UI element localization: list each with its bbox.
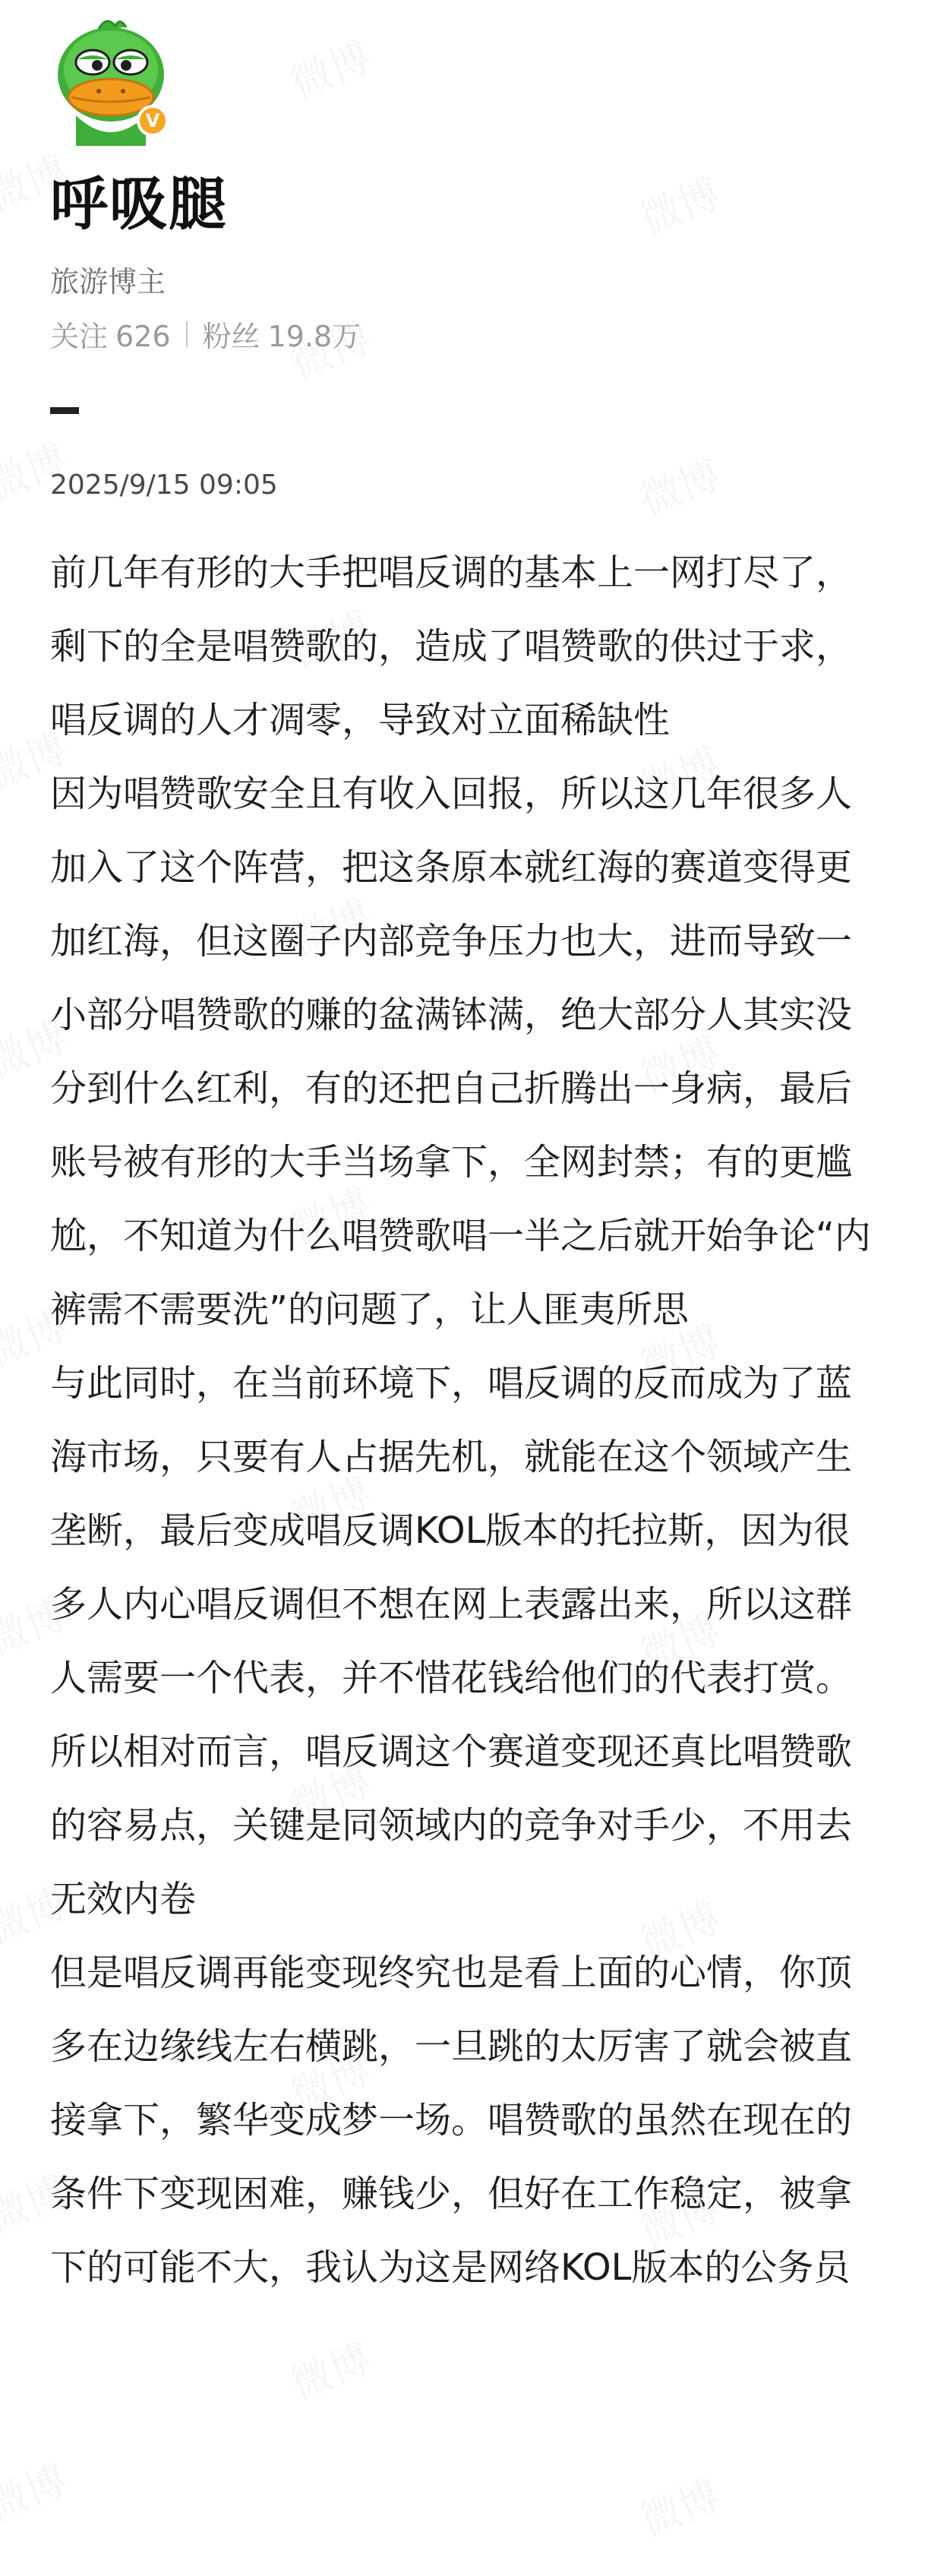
watermark <box>630 162 728 247</box>
stats-divider <box>186 321 188 347</box>
follow-label: 关注 <box>50 320 109 353</box>
watermark <box>281 2327 379 2412</box>
post-paragraph: 但是唱反调再能变现终究也是看上面的心情，你顶多在边缘线左右横跳，一旦跳的太厉害了就会被直接拿下，繁华变成梦一场。唱赞歌的虽然在现在的条件下变现困难，赚钱少，但好在工作稳定，被拿下的可能不大，我认为这是网络KOL版本的公务员 <box>50 1952 853 2289</box>
watermark <box>630 443 728 528</box>
watermark <box>281 25 379 110</box>
post-paragraph: 因为唱赞歌安全且有收入回报，所以这几年很多人加入了这个阵营，把这条原本就红海的赛道变得更加红海，但这圈子内部竞争压力也大，进而导致一小部分唱赞歌的赚的盆满钵满，绝大部分人其实没分到什么红利，有的还把自己折腾出一身病，最后账号被有形的大手当场拿下，全网封禁；有的更尴尬，不知道为什么唱赞歌唱一半之后就开始争论“内裤需不需要洗”的问题了，让人匪夷所思 <box>50 773 871 1331</box>
watermark <box>0 2448 74 2533</box>
follow-stat[interactable] <box>50 313 171 355</box>
user-stats <box>50 313 361 355</box>
post-content <box>50 536 882 2305</box>
user-name[interactable]: 呼吸腿 <box>50 170 228 238</box>
post-paragraph: 与此同时，在当前环境下，唱反调的反而成为了蓝海市场，只要有人占据先机，就能在这个领域产生垄断，最后变成唱反调KOL版本的托拉斯，因为很多人内心唱反调但不想在网上表露出来，所以这群人需要一个代表，并不惜花钱给他们的代表打赏。所以相对而言，唱反调这个赛道变现还真比唱赞歌的容易点，关键是同领域内的竞争对手少，不用去无效内卷 <box>50 1362 853 1920</box>
watermark <box>630 2464 728 2549</box>
post-paragraph: 前几年有形的大手把唱反调的基本上一网打尽了，剩下的全是唱赞歌的，造成了唱赞歌的供过于求，唱反调的人才凋零，导致对立面稀缺性 <box>50 552 853 741</box>
verified-badge-icon: V <box>137 105 169 137</box>
section-divider <box>50 407 79 414</box>
follow-count: 626 <box>115 320 171 353</box>
fans-count: 19.8万 <box>267 320 361 353</box>
fans-stat[interactable] <box>203 313 361 355</box>
fans-label: 粉丝 <box>202 320 260 353</box>
user-role: 旅游博主 <box>50 265 166 299</box>
post-date: 2025/9/15 09:05 <box>50 469 278 501</box>
